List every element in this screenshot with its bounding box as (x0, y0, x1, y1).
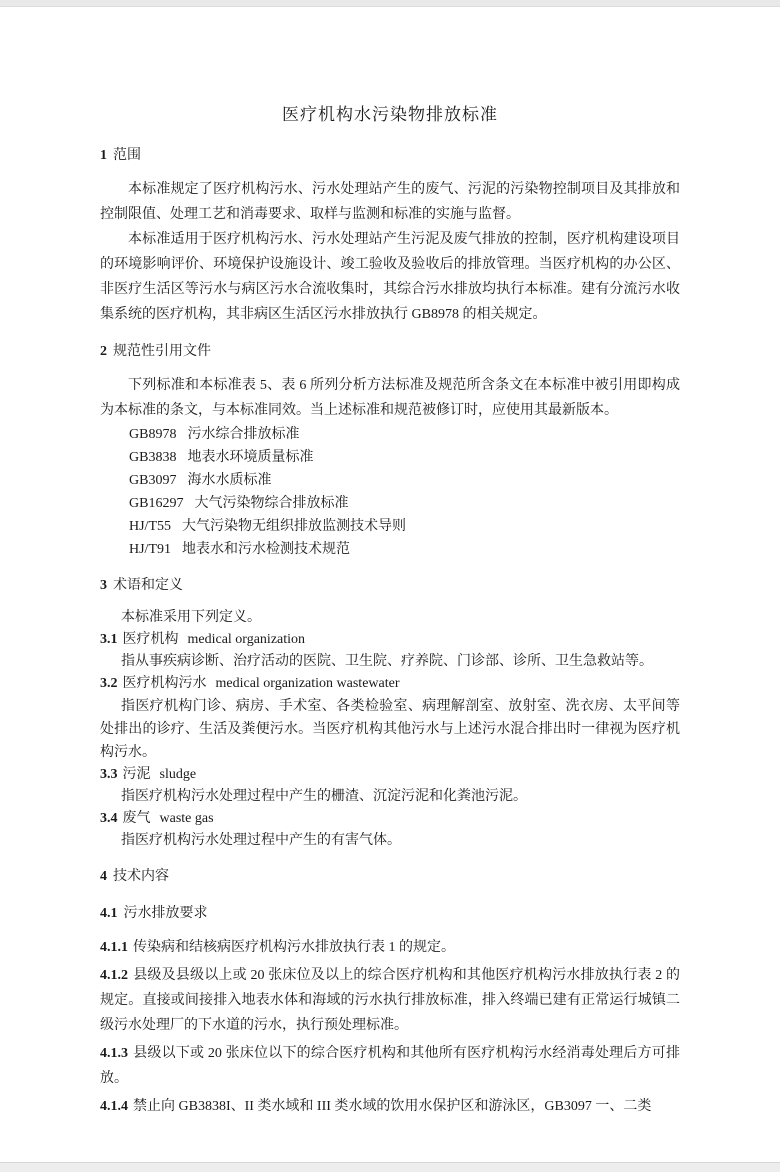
reference-item (129, 492, 680, 515)
clause-number: 4.1.1 (100, 940, 128, 955)
term-heading-waste-gas (100, 808, 680, 830)
reference-code: GB16297 (129, 496, 184, 511)
reference-item (129, 469, 680, 492)
subsection-heading-wastewater-discharge (100, 902, 680, 926)
term-zh: 污泥 (122, 767, 151, 782)
clause-4-1-2 (100, 963, 680, 1038)
reference-code: GB3838 (129, 450, 177, 465)
reference-list (100, 423, 680, 561)
clause-4-1-1 (100, 935, 680, 960)
term-definition: 指医疗机构污水处理过程中产生的有害气体。 (121, 833, 401, 848)
term-definition: 指医疗机构污水处理过程中产生的栅渣、沉淀污泥和化粪池污泥。 (121, 789, 527, 804)
reference-name: 大气污染物综合排放标准 (194, 496, 349, 511)
clause-number: 4.1.3 (100, 1046, 128, 1061)
terms-block (100, 607, 680, 852)
document-page (0, 7, 780, 1119)
reference-item (129, 515, 680, 538)
term-heading-sludge (100, 764, 680, 786)
section-number: 2 (100, 344, 107, 359)
reference-name: 地表水和污水检测技术规范 (182, 542, 350, 557)
clause-text: 传染病和结核病医疗机构污水排放执行表 1 的规定。 (133, 940, 455, 955)
section-heading-technical-content (100, 865, 680, 889)
clause-text: 禁止向 GB3838I、II 类水域和 III 类水域的饮用水保护区和游泳区，GB3097 一、二类 (133, 1099, 652, 1114)
paragraph-scope-2: 本标准适用于医疗机构污水、污水处理站产生污泥及废气排放的控制，医疗机构建设项目的环境影响评价、环境保护设施设计、竣工验收及验收后的排放管理。当医疗机构的办公区、非医疗生活区等污水与病区污水合流收集时，其综合污水排放均执行本标准。建有分流污水收集系统的医疗机构，其非病区生活区污水排放执行 GB8978 的相关规定。 (100, 232, 680, 322)
reference-item (129, 423, 680, 446)
page-edge-bottom (0, 1162, 780, 1172)
term-en: medical organization wastewater (215, 676, 400, 691)
term-zh: 医疗机构 (122, 632, 179, 647)
section-title: 规范性引用文件 (113, 344, 211, 359)
term-number: 3.2 (100, 676, 118, 691)
reference-code: GB3097 (129, 473, 177, 488)
term-definition: 指医疗机构门诊、病房、手术室、各类检验室、病理解剖室、放射室、洗衣房、太平间等处排出的诊疗、生活及粪便污水。当医疗机构其他污水与上述污水混合排出时一律视为医疗机构污水。 (100, 699, 680, 760)
reference-name: 海水水质标准 (187, 473, 272, 488)
term-en: medical organization (187, 632, 306, 647)
term-number: 3.1 (100, 632, 118, 647)
reference-code: HJ/T55 (129, 519, 171, 534)
reference-code: HJ/T91 (129, 542, 171, 557)
term-definition: 指从事疾病诊断、治疗活动的医院、卫生院、疗养院、门诊部、诊所、卫生急救站等。 (121, 654, 653, 669)
clause-number: 4.1.2 (100, 968, 128, 983)
paragraph-terms-intro: 本标准采用下列定义。 (121, 610, 261, 625)
paragraph-scope-1: 本标准规定了医疗机构污水、污水处理站产生的废气、污泥的污染物控制项目及其排放和控制限值、处理工艺和消毒要求、取样与监测和标准的实施与监督。 (100, 182, 680, 222)
reference-code: GB8978 (129, 427, 177, 442)
reference-name: 大气污染物无组织排放监测技术导则 (182, 519, 406, 534)
clause-4-1-3 (100, 1041, 680, 1091)
section-title: 术语和定义 (113, 578, 183, 593)
section-number: 3 (100, 578, 107, 593)
clause-text: 县级以下或 20 张床位以下的综合医疗机构和其他所有医疗机构污水经消毒处理后方可排放。 (100, 1046, 680, 1086)
section-number: 1 (100, 148, 107, 163)
reference-item (129, 446, 680, 469)
clause-4-1-4 (100, 1094, 680, 1119)
paragraph-references-intro: 下列标准和本标准表 5、表 6 所列分析方法标准及规范所含条文在本标准中被引用即构成为本标准的条文，与本标准同效。当上述标准和规范被修订时，应使用其最新版本。 (100, 378, 680, 418)
term-en: sludge (159, 767, 197, 782)
clause-text: 县级及县级以上或 20 张床位及以上的综合医疗机构和其他医疗机构污水排放执行表 2 的规定。直接或间接排入地表水体和海域的污水执行排放标准，排入终端已建有正常运行城镇二级污水处理厂的下水道的污水，执行预处理标准。 (100, 968, 680, 1033)
subsection-number: 4.1 (100, 906, 118, 921)
term-zh: 医疗机构污水 (122, 676, 207, 691)
term-number: 3.3 (100, 767, 118, 782)
section-heading-scope (100, 144, 680, 168)
section-title: 范围 (113, 148, 141, 163)
section-heading-terms (100, 574, 680, 598)
document-title: 医疗机构水污染物排放标准 (282, 105, 498, 124)
subsection-title: 污水排放要求 (123, 906, 208, 921)
section-number: 4 (100, 869, 107, 884)
section-heading-references (100, 340, 680, 364)
reference-name: 污水综合排放标准 (187, 427, 300, 442)
term-number: 3.4 (100, 811, 118, 826)
section-title: 技术内容 (113, 869, 169, 884)
term-heading-medical-organization-wastewater (100, 673, 680, 695)
reference-name: 地表水环境质量标准 (187, 450, 314, 465)
term-zh: 废气 (122, 811, 151, 826)
term-en: waste gas (159, 811, 214, 826)
clause-number: 4.1.4 (100, 1099, 128, 1114)
page-edge-top (0, 0, 780, 7)
reference-item (129, 538, 680, 561)
term-heading-medical-organization (100, 629, 680, 651)
